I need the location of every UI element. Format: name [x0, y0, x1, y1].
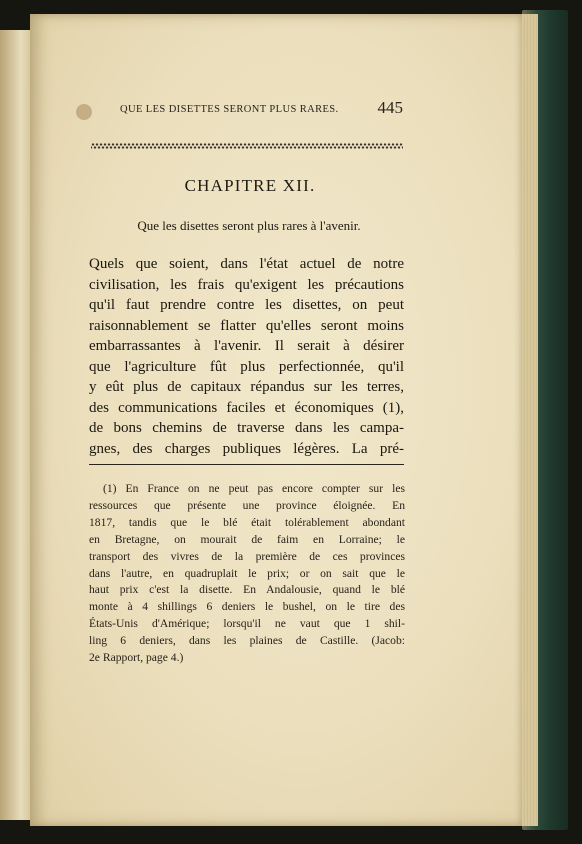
page-number: 445 — [377, 98, 403, 117]
body-line: gnes, des charges publiques légères. La pré- — [89, 440, 404, 457]
chapter-subtitle: Que les disettes seront plus rares à l'avenir. — [137, 218, 361, 233]
body-line: embarrassantes à l'avenir. Il serait à désirer — [89, 338, 404, 354]
footnote-line: haut prix c'est la disette. En Andalousie, quand le blé — [89, 583, 405, 597]
body-line: que l'agriculture fût plus perfectionnée, qu'il — [89, 358, 404, 375]
running-head-title: QUE LES DISETTES SERONT PLUS RARES. — [120, 104, 339, 115]
footnote-line: en Bretagne, on mourait de faim en Lorraine; le — [89, 532, 405, 546]
ornamental-rule — [91, 143, 403, 149]
footnote-line: États-Unis d'Amérique; lorsqu'il ne vaut que 1 shil- — [89, 617, 405, 631]
chapter-title: CHAPITRE XII. — [184, 176, 316, 195]
footnote-rule — [89, 464, 404, 465]
footnote-line: ressources que présente une province éloignée. En — [89, 498, 405, 512]
footnote — [89, 481, 405, 667]
body-line: de bons chemins de traverse dans les campa- — [89, 420, 404, 436]
footnote-line: transport des vivres de la première de ces provinces — [89, 549, 405, 563]
body-line: qu'il faut prendre contre les disettes, on peut — [89, 297, 404, 313]
footnote-line: monte à 4 shillings 6 deniers le bushel, on le tire des — [89, 600, 405, 614]
running-head — [120, 100, 403, 120]
footnote-line: ling 6 deniers, dans les plaines de Castille. (Jacob: — [89, 634, 405, 648]
footnote-line: dans l'autre, en quadruplait le prix; or on sait que le — [89, 566, 405, 580]
facing-page-edge — [0, 30, 30, 820]
body-line: raisonnablement se flatter qu'elles seront moins — [89, 317, 404, 334]
body-paragraph — [89, 254, 404, 459]
page-edges — [520, 14, 538, 826]
body-line: y eût plus de capitaux répandus sur les terres, — [89, 379, 404, 395]
footnote-line: (1) En France on ne peut pas encore compter sur les — [103, 482, 405, 495]
footnote-line: 1817, tandis que le blé était tolérablement abondant — [89, 515, 405, 529]
footnote-line: 2e Rapport, page 4.) — [89, 651, 184, 665]
body-line: civilisation, les frais qu'exigent les précautions — [89, 276, 404, 293]
body-line: Quels que soient, dans l'état actuel de notre — [89, 256, 404, 272]
body-line: des communications faciles et économiques (1), — [89, 399, 404, 416]
foxing-stain — [76, 104, 92, 120]
